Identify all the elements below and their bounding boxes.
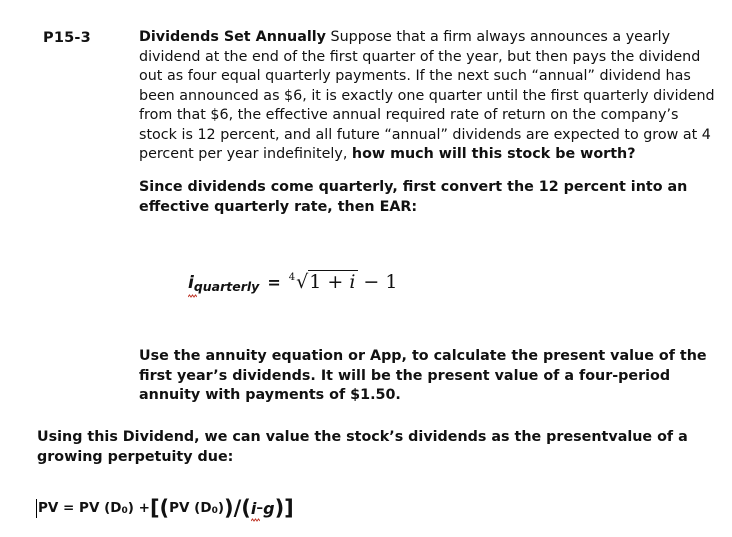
pv-formula[interactable]: [36, 492, 294, 524]
formula-root-index: 4: [288, 272, 296, 283]
text-cursor: [36, 499, 37, 518]
pv-var-g: g: [263, 498, 275, 518]
problem-body: Suppose that a firm always announces a yearly dividend at the end of the first quarter of the year, but then pays the dividend out as four equal quarterly payments. If the next such “annual” dividend has been announced as $6, it is exactly one quarter until the first quarterly dividend from that $6, the effective annual required rate of return on the company’s stock is 12 percent, and all future “annual” dividends are expected to grow at 4 percent per year indefinitely,: [139, 29, 715, 162]
pv-close-brackets: )]: [274, 495, 294, 520]
formula-minus-one: − 1: [363, 271, 398, 293]
pv-inner-close: ): [217, 500, 224, 516]
formula-equals: =: [267, 273, 281, 292]
pv-slash: )/(: [224, 495, 251, 520]
pv-open-brackets: [(: [149, 495, 170, 520]
formula-subscript: quarterly: [193, 279, 260, 294]
pv-inner: PV (D: [169, 500, 212, 516]
step-perpetuity: Using this Dividend, we can value the stock’s dividends as the presentvalue of a growing perpetuity due:: [37, 429, 688, 465]
formula-radicand: 1 + i: [308, 270, 358, 293]
radical-icon: √: [296, 271, 309, 293]
pv-inner-subscript: 0: [211, 506, 218, 516]
step-annuity: Use the annuity equation or App, to calculate the present value of the first year’s dividends. It will be the present value of a four-period annuity with payments of $1.50.: [139, 348, 707, 403]
pv-lhs: PV = PV (D: [38, 500, 122, 516]
pv-var-i: i: [251, 499, 256, 518]
problem-statement: [139, 28, 719, 165]
step-convert-rate: Since dividends come quarterly, first convert the 12 percent into an effective quarterly rate, then EAR:: [139, 179, 688, 215]
pv-minus: –: [256, 500, 264, 516]
spellcheck-squiggle-icon: [188, 294, 197, 298]
formula-i-symbol: i: [188, 273, 194, 293]
pv-mid: ) +: [127, 500, 150, 516]
spellcheck-squiggle-icon: [251, 518, 260, 522]
pv-lhs-subscript: 0: [121, 506, 128, 516]
problem-question: how much will this stock be worth?: [351, 146, 636, 162]
quarterly-rate-formula: [188, 270, 397, 300]
problem-title: Dividends Set Annually: [139, 29, 326, 45]
problem-number: P15-3: [43, 30, 91, 46]
